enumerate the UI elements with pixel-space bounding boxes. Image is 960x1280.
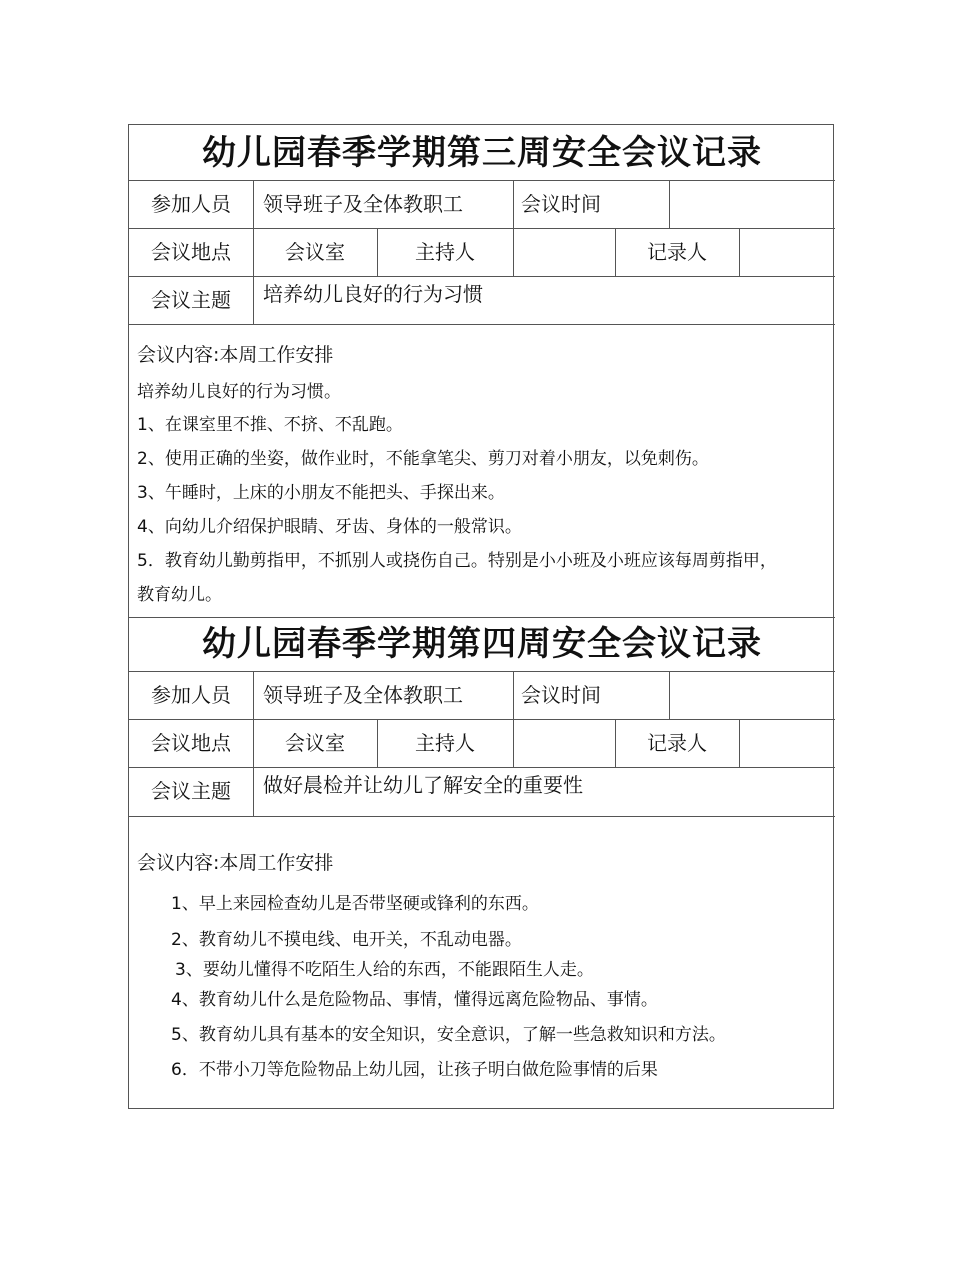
content-line: 3、要幼儿懂得不吃陌生人给的东西，不能跟陌生人走。: [175, 960, 594, 980]
topic-label: 会议主题: [151, 288, 231, 312]
record-title: 幼儿园春季学期第四周安全会议记录: [202, 624, 762, 664]
topic-value: 培养幼儿良好的行为习惯: [263, 282, 483, 306]
content-heading: 会议内容:本周工作安排: [137, 852, 334, 874]
divider: [739, 228, 740, 276]
divider: [513, 180, 514, 228]
divider: [513, 719, 514, 767]
topic-label: 会议主题: [151, 779, 231, 803]
content-line: 5．教育幼儿勤剪指甲，不抓别人或挠伤自己。特别是小小班及小班应该每周剪指甲，: [137, 551, 777, 571]
recorder-label: 记录人: [647, 731, 707, 755]
content-heading: 会议内容:本周工作安排: [137, 344, 334, 366]
participants-label: 参加人员: [151, 683, 231, 707]
host-label: 主持人: [415, 731, 475, 755]
record-separator: [129, 617, 835, 618]
divider: [129, 816, 835, 817]
divider: [513, 671, 514, 719]
divider: [739, 719, 740, 767]
recorder-label: 记录人: [647, 240, 707, 264]
content-line: 1、在课室里不推、不挤、不乱跑。: [137, 415, 403, 435]
host-label: 主持人: [415, 240, 475, 264]
participants-value: 领导班子及全体教职工: [263, 683, 463, 707]
participants-value: 领导班子及全体教职工: [263, 192, 463, 216]
location-label: 会议地点: [151, 240, 231, 264]
content-line: 5、教育幼儿具有基本的安全知识，安全意识，了解一些急救知识和方法。: [171, 1025, 726, 1045]
divider: [669, 180, 670, 228]
divider: [669, 671, 670, 719]
divider: [513, 228, 514, 276]
divider: [129, 324, 835, 325]
location-value: 会议室: [285, 240, 345, 264]
meeting-time-label: 会议时间: [521, 192, 601, 216]
content-line: 4、教育幼儿什么是危险物品、事情，懂得远离危险物品、事情。: [171, 990, 658, 1010]
meeting-time-label: 会议时间: [521, 683, 601, 707]
topic-value: 做好晨检并让幼儿了解安全的重要性: [263, 773, 583, 797]
location-label: 会议地点: [151, 731, 231, 755]
content-line: 3、午睡时，上床的小朋友不能把头、手探出来。: [137, 483, 505, 503]
content-line: 培养幼儿良好的行为习惯。: [137, 382, 341, 402]
content-line: 2、教育幼儿不摸电线、电开关，不乱动电器。: [171, 930, 522, 950]
content-line: 6．不带小刀等危险物品上幼儿园，让孩子明白做危险事情的后果: [171, 1060, 658, 1080]
content-line: 教育幼儿。: [137, 585, 222, 605]
meeting-record-sheet: [128, 124, 834, 1109]
location-value: 会议室: [285, 731, 345, 755]
participants-label: 参加人员: [151, 192, 231, 216]
record-title: 幼儿园春季学期第三周安全会议记录: [202, 133, 762, 173]
content-line: 4、向幼儿介绍保护眼睛、牙齿、身体的一般常识。: [137, 517, 522, 537]
content-line: 2、使用正确的坐姿，做作业时，不能拿笔尖、剪刀对着小朋友，以免刺伤。: [137, 449, 709, 469]
content-line: 1、早上来园检查幼儿是否带坚硬或锋利的东西。: [171, 894, 539, 914]
